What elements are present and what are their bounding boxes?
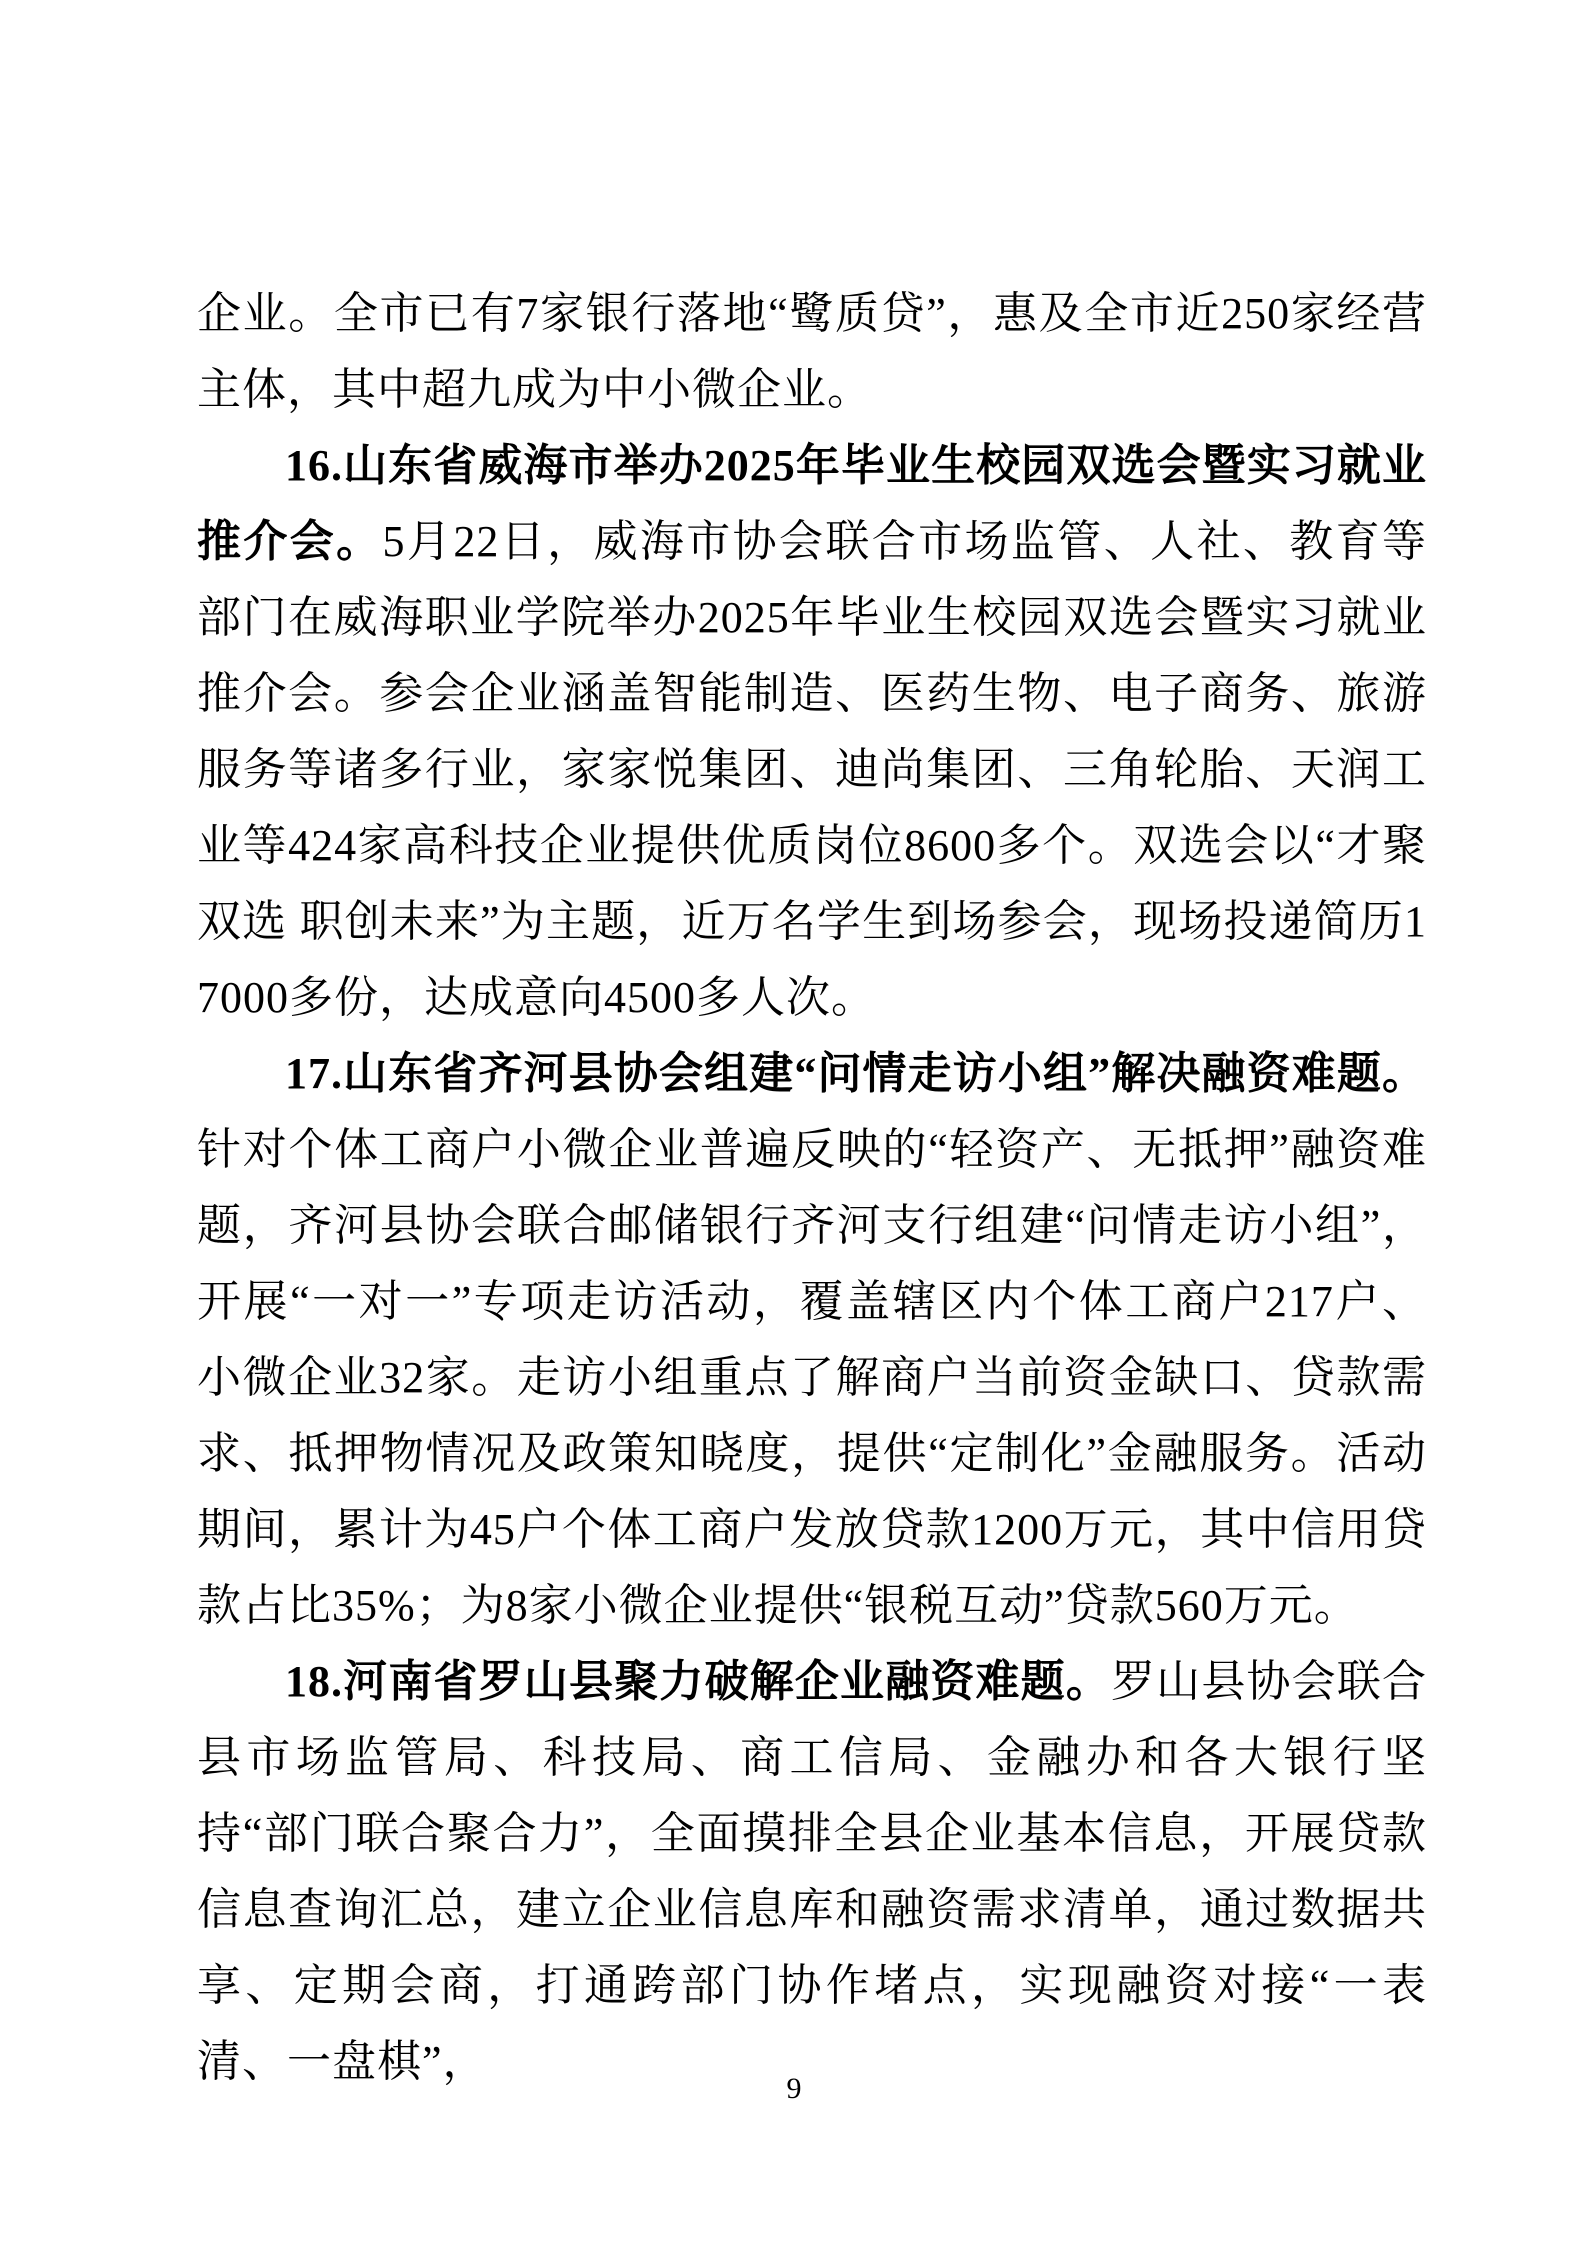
paragraph xyxy=(197,1644,1427,2100)
text-segment: 5月22日，威海市协会联合市场监管、人社、教育等部门在威海职业学院举办2025年毕业生校园双选会暨实习就业推介会。参会企业涵盖智能制造、医药生物、电子商务、旅游服务等诸多行业，家家悦集团、迪尚集团、三角轮胎、天润工业等424家高科技企业提供优质岗位8600多个。双选会以“才聚双选 职创未来”为主题，近万名学生到场参会，现场投递简历17000多份，达成意向4500多人次。 xyxy=(197,517,1428,1022)
text-segment: 针对个体工商户小微企业普遍反映的“轻资产、无抵押”融资难题，齐河县协会联合邮储银行齐河支行组建“问情走访小组”，开展“一对一”专项走访活动，覆盖辖区内个体工商户217户、小微企业32家。走访小组重点了解商户当前资金缺口、贷款需求、抵押物情况及政策知晓度，提供“定制化”金融服务。活动期间，累计为45户个体工商户发放贷款1200万元，其中信用贷款占比35%；为8家小微企业提供“银税互动”贷款560万元。 xyxy=(197,1125,1427,1630)
paragraph xyxy=(197,428,1427,1036)
text-segment: 企业。全市已有7家银行落地“鹭质贷”，惠及全市近250家经营主体，其中超九成为中小微企业。 xyxy=(197,289,1427,414)
page-number: 9 xyxy=(786,2072,802,2105)
paragraph xyxy=(197,1036,1427,1644)
paragraph-heading-segment: 17.山东省齐河县协会组建“问情走访小组”解决融资难题。 xyxy=(285,1049,1427,1098)
text-segment: 罗山县协会联合县市场监管局、科技局、商工信局、金融办和各大银行坚持“部门联合聚合力”，全面摸排全县企业基本信息，开展贷款信息查询汇总，建立企业信息库和融资需求清单，通过数据共享、定期会商，打通跨部门协作堵点，实现融资对接“一表清、一盘棋”， xyxy=(197,1657,1427,2086)
paragraph xyxy=(197,276,1427,428)
paragraph-heading-segment: 18.河南省罗山县聚力破解企业融资难题。 xyxy=(285,1657,1111,1706)
page-footer xyxy=(0,2072,1588,2106)
document-body xyxy=(197,276,1427,2100)
paragraph-heading-segment: 16.山东省威海市举办2025年毕业生校园双选会暨实习就业推介会。 xyxy=(197,441,1427,566)
